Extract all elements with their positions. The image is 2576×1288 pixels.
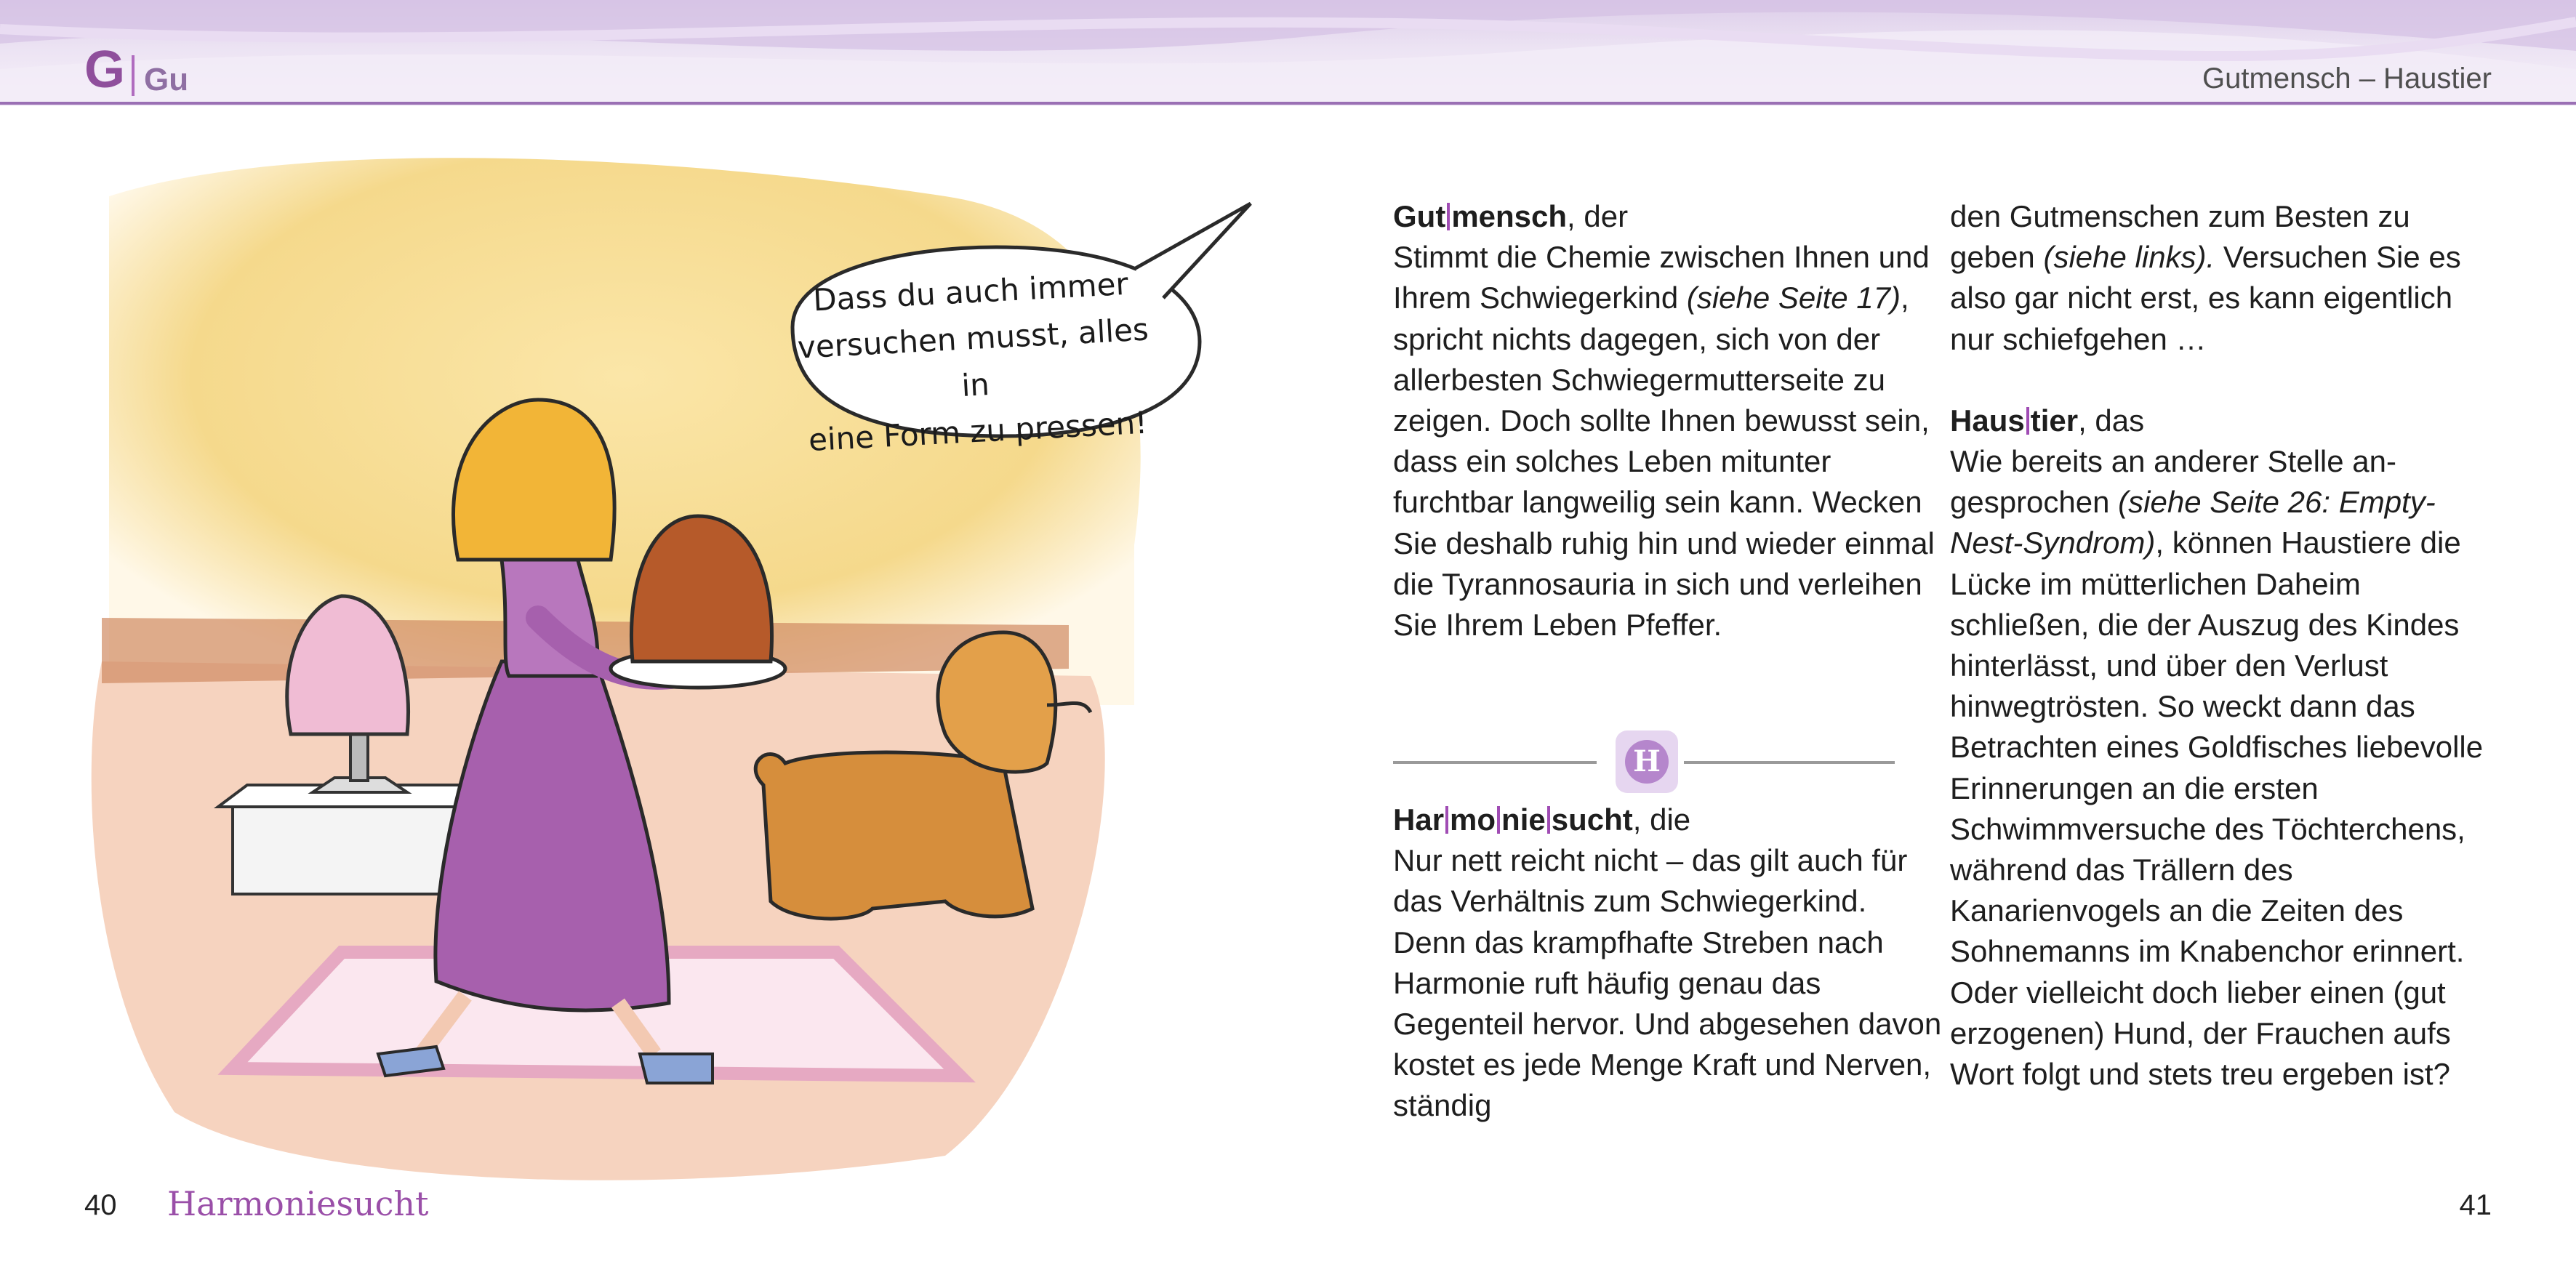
letter-badge-label: H xyxy=(1625,740,1669,784)
syllable-divider xyxy=(1447,203,1450,230)
wave-decoration xyxy=(0,0,2576,106)
syllable: mo xyxy=(1450,802,1496,837)
speech-line-3: eine Form zu pressen! xyxy=(807,404,1149,459)
dog-head-fur xyxy=(938,632,1056,772)
entry-headword-harmoniesucht xyxy=(1393,800,1946,840)
speech-line-1: Dass du auch immer xyxy=(812,265,1129,318)
letter-divider xyxy=(1393,730,1895,793)
entry-headword-haustier xyxy=(1950,401,2503,441)
syllable-divider xyxy=(2026,407,2029,435)
syllable: sucht xyxy=(1551,802,1633,837)
header-rule xyxy=(0,102,2576,105)
page-number-right: 41 xyxy=(2459,1189,2492,1221)
register-tab-separator xyxy=(132,55,135,96)
syllable: tier xyxy=(2030,403,2079,438)
syllable: Har xyxy=(1393,802,1445,837)
body-text: den Gutmenschen zum Besten zu geben xyxy=(1950,199,2410,275)
letter-badge xyxy=(1616,730,1678,793)
body-text: Wie bereits an anderer Stelle angesprochen xyxy=(1950,444,2396,520)
chapter-title: Harmoniesucht xyxy=(167,1184,429,1223)
entry-body-haustier xyxy=(1950,441,2503,1095)
woman-shoe-right xyxy=(640,1054,713,1083)
syllable: Gut xyxy=(1393,199,1446,233)
running-head: Gutmensch – Haustier xyxy=(2202,63,2492,94)
syllable-divider xyxy=(1547,806,1550,834)
divider-line-right xyxy=(1684,761,1895,764)
syllable: Haus xyxy=(1950,403,2025,438)
register-tab-letter: G xyxy=(84,41,126,99)
entry-body-continuation xyxy=(1950,196,2503,360)
syllable-divider xyxy=(1497,806,1500,834)
grammatical-article: , die xyxy=(1632,802,1691,837)
syllable: nie xyxy=(1501,802,1546,837)
text-column-1 xyxy=(1393,196,1946,645)
entry-headword-gutmensch xyxy=(1393,196,1946,237)
divider-line-left xyxy=(1393,761,1597,764)
body-text: , spricht nichts dagegen, sich von der allerbesten Schwiegermutterseite zu zeigen. Doch sollte Ihnen bewusst sein, dass ein solches Leben mitunter furchtbar langweilig sein kann. Wecken Sie deshalb ruhig hin und wieder einmal die Tyrannosauria in sich und verleihen Sie Ihrem Leben Pfeffer. xyxy=(1393,281,1935,643)
register-tab-range: Gu xyxy=(144,62,189,97)
grammatical-article: , das xyxy=(2078,403,2145,438)
body-text: , können Haustiere die Lücke im mütterlichen Daheim schließen, die der Auszug des Kindes hinterlässt, und über den Verlust hinwegtrösten. So weckt dann das Betrachten eines Goldfisches liebevolle Erinnerungen an die ersten Schwimmversuche des Töchterchens, während das Trällern des Kanarienvogels an die Zeiten des Sohnemanns im Knabenchor erinnert. Oder vielleicht doch lieber einen (gut erzogenen) Hund, der Frauchen aufs Wort folgt und stets treu ergeben ist? xyxy=(1950,526,2484,1092)
cross-reference: (siehe Seite 17) xyxy=(1686,281,1901,315)
page-number-left: 40 xyxy=(84,1189,117,1221)
syllable: mensch xyxy=(1451,199,1568,233)
speech-line-2: versuchen musst, alles in xyxy=(796,311,1149,403)
entry-body-gutmensch xyxy=(1393,237,1946,645)
body-text: Stimmt die Chemie zwischen Ihnen und Ihrem Schwiegerkind xyxy=(1393,240,1930,315)
body-text: Versuchen Sie es also gar nicht erst, es kann eigentlich nur schiefgehen … xyxy=(1950,240,2461,356)
syllable-divider xyxy=(1445,806,1448,834)
text-column-2 xyxy=(1950,196,2503,1095)
header-band xyxy=(0,0,2576,106)
cross-reference: (siehe links). xyxy=(2043,240,2215,275)
entry-body-harmoniesucht: Nur nett reicht nicht – das gilt auch für das Verhältnis zum Schwiegerkind. Denn das krampfhafte Streben nach Harmonie ruft häufig genau das Gegenteil hervor. Und abgesehen davon kostet es jede Menge Kraft und Nerven, ständig xyxy=(1393,843,1942,1123)
cross-reference: (siehe Seite 26: Empty-Nest-Syndrom) xyxy=(1950,485,2436,560)
grammatical-article: , der xyxy=(1567,199,1629,233)
dog-body xyxy=(755,752,1032,919)
entry-harmoniesucht xyxy=(1393,800,1946,1127)
paragraph-gap xyxy=(1950,360,2503,401)
speech-bubble-text xyxy=(781,259,1168,465)
